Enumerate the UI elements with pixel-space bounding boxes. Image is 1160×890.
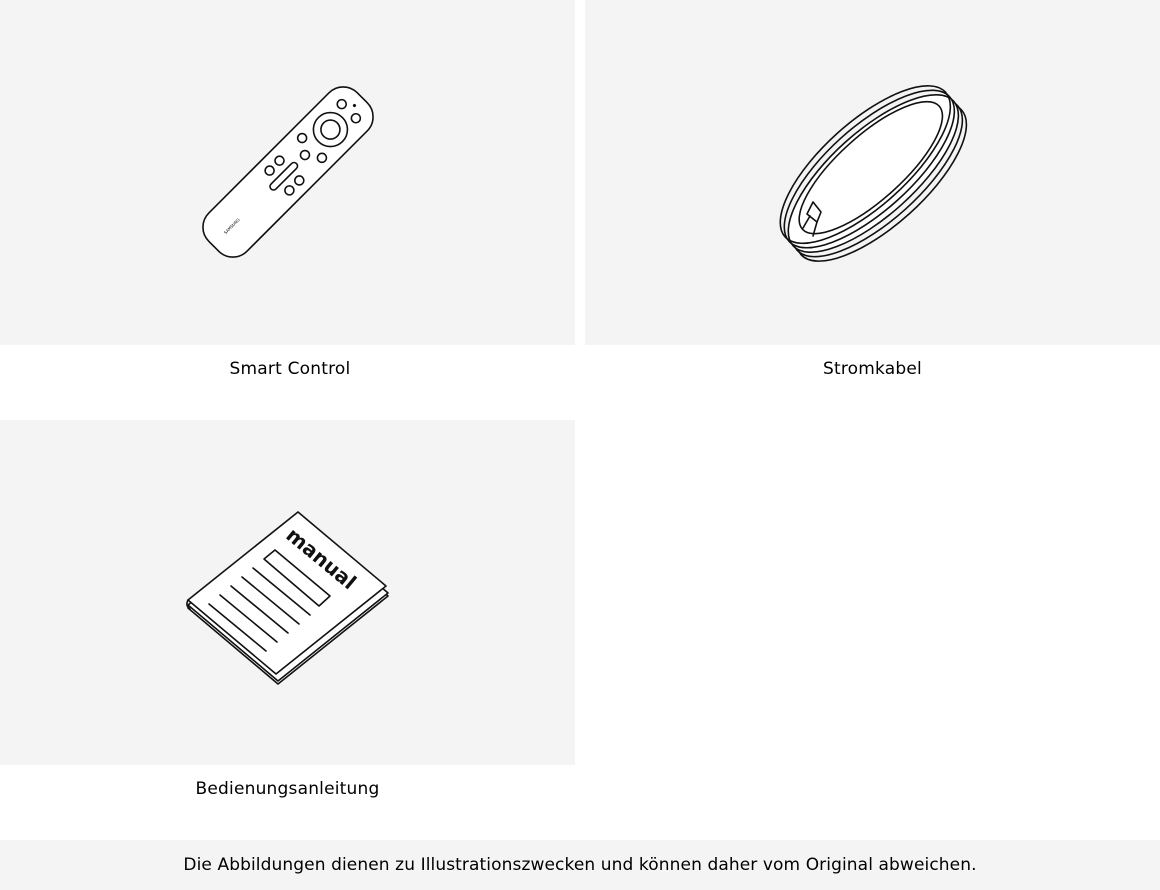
caption-power-cable: Stromkabel — [823, 359, 922, 379]
product-tile-smart-control — [0, 0, 575, 345]
manual-book-icon — [0, 420, 575, 765]
product-tile-power-cable — [585, 0, 1160, 345]
disclaimer-text: Die Abbildungen dienen zu Illustrationszwecken und können daher vom Original abweichen. — [183, 855, 977, 875]
manual-cover-text: manual — [281, 522, 361, 595]
caption-manual: Bedienungsanleitung — [195, 779, 380, 799]
remote-control-icon — [0, 0, 575, 345]
footer-disclaimer — [0, 840, 1160, 890]
power-cable-icon — [585, 0, 1160, 345]
product-tile-manual — [0, 420, 575, 765]
remote-brand-mark: SAMSUNG — [222, 217, 241, 236]
caption-smart-control: Smart Control — [229, 359, 351, 379]
